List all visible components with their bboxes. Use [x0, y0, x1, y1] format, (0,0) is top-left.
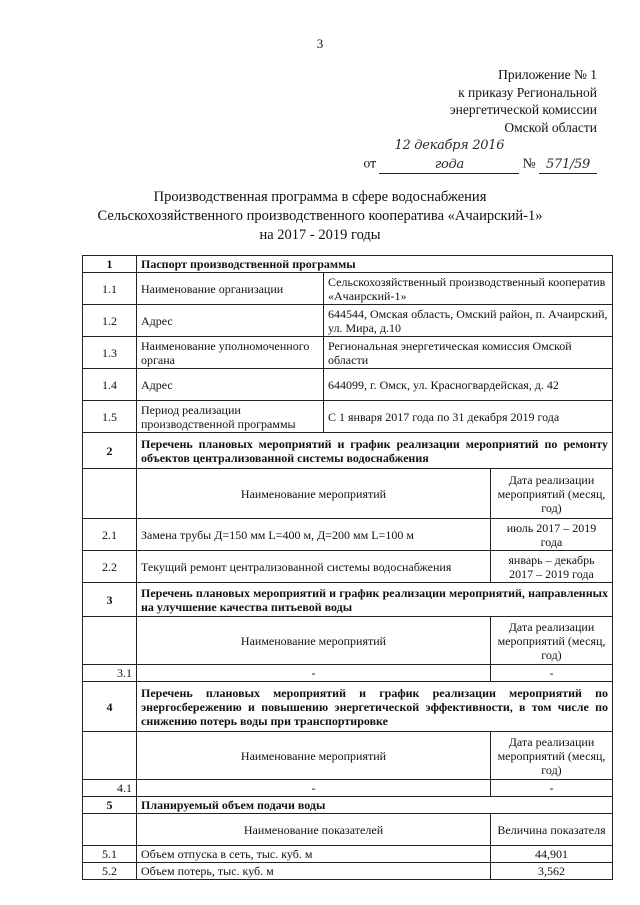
activity-name: - — [137, 780, 491, 797]
column-header-name: Наименование мероприятий — [137, 617, 491, 665]
table-row — [83, 863, 613, 880]
appendix-line-3: энергетической комиссии — [449, 102, 597, 117]
empty-cell — [83, 732, 137, 780]
appendix-line-2: к приказу Региональной — [458, 84, 597, 100]
section-title: Планируемый объем подачи воды — [137, 797, 613, 814]
section-number: 2 — [83, 433, 137, 469]
appendix-block — [364, 66, 598, 174]
row-number: 1.5 — [83, 401, 137, 433]
row-number: 3.1 — [83, 665, 137, 682]
row-number: 1.2 — [83, 305, 137, 337]
title-line-3: на 2017 - 2019 годы — [259, 227, 381, 243]
section-title: Перечень плановых мероприятий и график реализации мероприятий, направленных на улучшение качества питьевой воды — [137, 583, 613, 617]
activity-date: январь – декабрь 2017 – 2019 года — [491, 551, 613, 583]
section-title: Паспорт производственной программы — [137, 256, 613, 273]
column-header-indicator: Наименование показателей — [137, 814, 491, 846]
row-number: 2.2 — [83, 551, 137, 583]
row-label: Наименование организации — [137, 273, 324, 305]
indicator-value: 3,562 — [491, 863, 613, 880]
section-number: 5 — [83, 797, 137, 814]
program-table — [82, 255, 613, 880]
handwritten-date-field — [379, 136, 519, 174]
column-header-row — [83, 732, 613, 780]
row-number: 2.1 — [83, 519, 137, 551]
row-label: Наименование уполномоченного органа — [137, 337, 324, 369]
section-title: Перечень плановых мероприятий и график реализации мероприятий по энергосбережению и повышению энергетической эффективности, в том числе по снижению потерь воды при транспортировке — [137, 682, 613, 732]
activity-date: июль 2017 – 2019 года — [491, 519, 613, 551]
handwritten-number-field — [539, 155, 597, 175]
appendix-line-4: Омской области — [504, 119, 597, 135]
page-number: 3 — [316, 36, 324, 51]
row-number: 1.3 — [83, 337, 137, 369]
section-row — [83, 797, 613, 814]
row-label: Период реализации производственной программы — [137, 401, 324, 433]
appendix-line-1: Приложение № 1 — [498, 67, 597, 82]
row-number: 1.4 — [83, 369, 137, 401]
indicator-name: Объем отпуска в сеть, тыс. куб. м — [137, 846, 491, 863]
row-value: Сельскохозяйственный производственный кооператив «Ачаирский-1» — [324, 273, 613, 305]
section-title: Перечень плановых мероприятий и график реализации мероприятий по ремонту объектов централизованной системы водоснабжения — [137, 433, 613, 469]
table-row — [83, 273, 613, 305]
activity-name: Текущий ремонт централизованной системы водоснабжения — [137, 551, 491, 583]
row-number: 5.2 — [83, 863, 137, 880]
table-row — [83, 401, 613, 433]
column-header-row — [83, 814, 613, 846]
column-header-date: Дата реализации мероприятий (месяц, год) — [491, 732, 613, 780]
section-row — [83, 583, 613, 617]
handwritten-number: 571/59 — [546, 156, 590, 172]
handwritten-date: 12 декабря 2016 года — [394, 138, 505, 172]
section-row — [83, 682, 613, 732]
section-number: 3 — [83, 583, 137, 617]
table-row — [83, 369, 613, 401]
column-header-date: Дата реализации мероприятий (месяц, год) — [491, 617, 613, 665]
title-line-1: Производственная программа в сфере водоснабжения — [153, 189, 487, 205]
column-header-date: Дата реализации мероприятий (месяц, год) — [491, 469, 613, 519]
number-prefix: № — [522, 155, 536, 171]
table-row — [83, 665, 613, 682]
activity-date: - — [491, 780, 613, 797]
table-row — [83, 551, 613, 583]
column-header-row — [83, 469, 613, 519]
section-row — [83, 433, 613, 469]
table-row — [83, 846, 613, 863]
empty-cell — [83, 617, 137, 665]
row-value: 644099, г. Омск, ул. Красногвардейская, д. 42 — [324, 369, 613, 401]
activity-name: Замена трубы Д=150 мм L=400 м, Д=200 мм L=100 м — [137, 519, 491, 551]
column-header-name: Наименование мероприятий — [137, 732, 491, 780]
document-title — [0, 188, 640, 245]
table-row — [83, 337, 613, 369]
from-prefix: от — [363, 155, 376, 171]
row-label: Адрес — [137, 369, 324, 401]
order-date-line — [364, 136, 598, 174]
section-number: 4 — [83, 682, 137, 732]
title-line-2: Сельскохозяйственного производственного кооператива «Ачаирский-1» — [97, 208, 543, 224]
row-number: 5.1 — [83, 846, 137, 863]
section-row — [83, 256, 613, 273]
row-value: С 1 января 2017 года по 31 декабря 2019 года — [324, 401, 613, 433]
section-number: 1 — [83, 256, 137, 273]
activity-name: - — [137, 665, 491, 682]
indicator-value: 44,901 — [491, 846, 613, 863]
table-row — [83, 305, 613, 337]
column-header-value: Величина показателя — [491, 814, 613, 846]
column-header-row — [83, 617, 613, 665]
empty-cell — [83, 469, 137, 519]
indicator-name: Объем потерь, тыс. куб. м — [137, 863, 491, 880]
activity-date: - — [491, 665, 613, 682]
row-label: Адрес — [137, 305, 324, 337]
row-value: Региональная энергетическая комиссия Омской области — [324, 337, 613, 369]
row-number: 1.1 — [83, 273, 137, 305]
column-header-name: Наименование мероприятий — [137, 469, 491, 519]
table-row — [83, 780, 613, 797]
row-value: 644544, Омская область, Омский район, п. Ачаирский, ул. Мира, д.10 — [324, 305, 613, 337]
row-number: 4.1 — [83, 780, 137, 797]
empty-cell — [83, 814, 137, 846]
table-row — [83, 519, 613, 551]
